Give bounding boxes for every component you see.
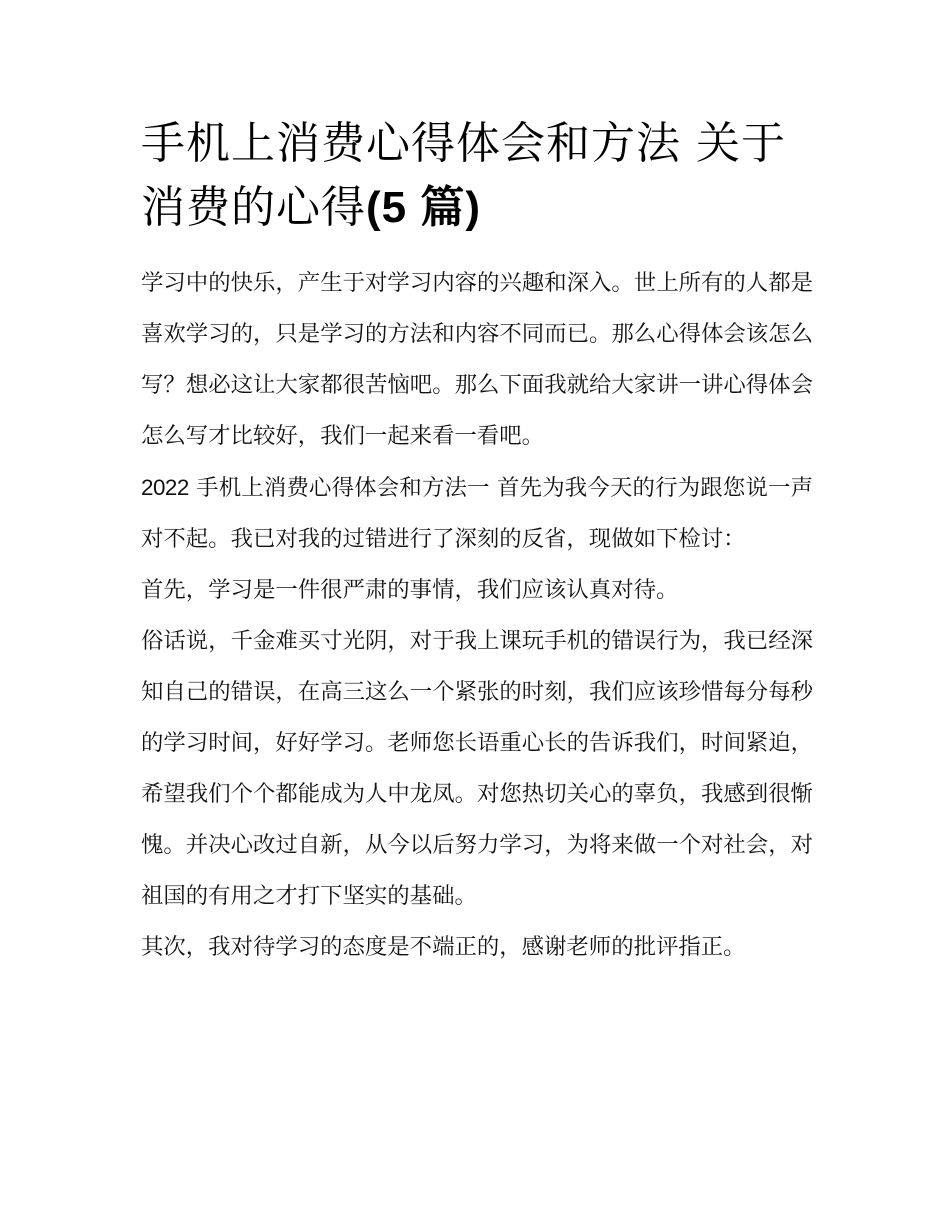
title-main-text: 手机上消费心得体会和方法 关于消费的心得 — [141, 118, 786, 233]
paragraph-first-point: 首先，学习是一件很严肃的事情，我们应该认真对待。 — [141, 577, 679, 603]
paragraph-intro: 学习中的快乐，产生于对学习内容的兴趣和深入。世上所有的人都是喜欢学习的，只是学习的方法和内容不同而已。那么心得体会该怎么写？想必这让大家都很苦恼吧。那么下面我就给大家讲一讲心得体会怎么写才比较好，我们一起来看一看吧。 — [141, 270, 813, 449]
document-body — [141, 258, 813, 973]
paragraph-second-point: 其次，我对待学习的态度是不端正的，感谢老师的批评指正。 — [141, 934, 746, 960]
paragraph-proverb: 俗话说，千金难买寸光阴，对于我上课玩手机的错误行为，我已经深知自己的错误，在高三这么一个紧张的时刻，我们应该珍惜每分每秒的学习时间，好好学习。老师您长语重心长的告诉我们，时间紧迫，希望我们个个都能成为人中龙凤。对您热切关心的辜负，我感到很惭愧。并决心改过自新，从今以后努力学习，为将来做一个对社会，对祖国的有用之才打下坚实的基础。 — [141, 628, 813, 909]
document-title — [141, 112, 813, 240]
paragraph-method-one — [141, 462, 813, 565]
paragraph-method-one-text: 手机上消费心得体会和方法一 首先为我今天的行为跟您说一声对不起。我已对我的过错进行了深刻的反省，现做如下检讨： — [141, 475, 813, 552]
title-suffix-text: (5 篇) — [366, 183, 481, 232]
document-page — [141, 112, 813, 973]
year-number: 2022 — [141, 475, 189, 500]
